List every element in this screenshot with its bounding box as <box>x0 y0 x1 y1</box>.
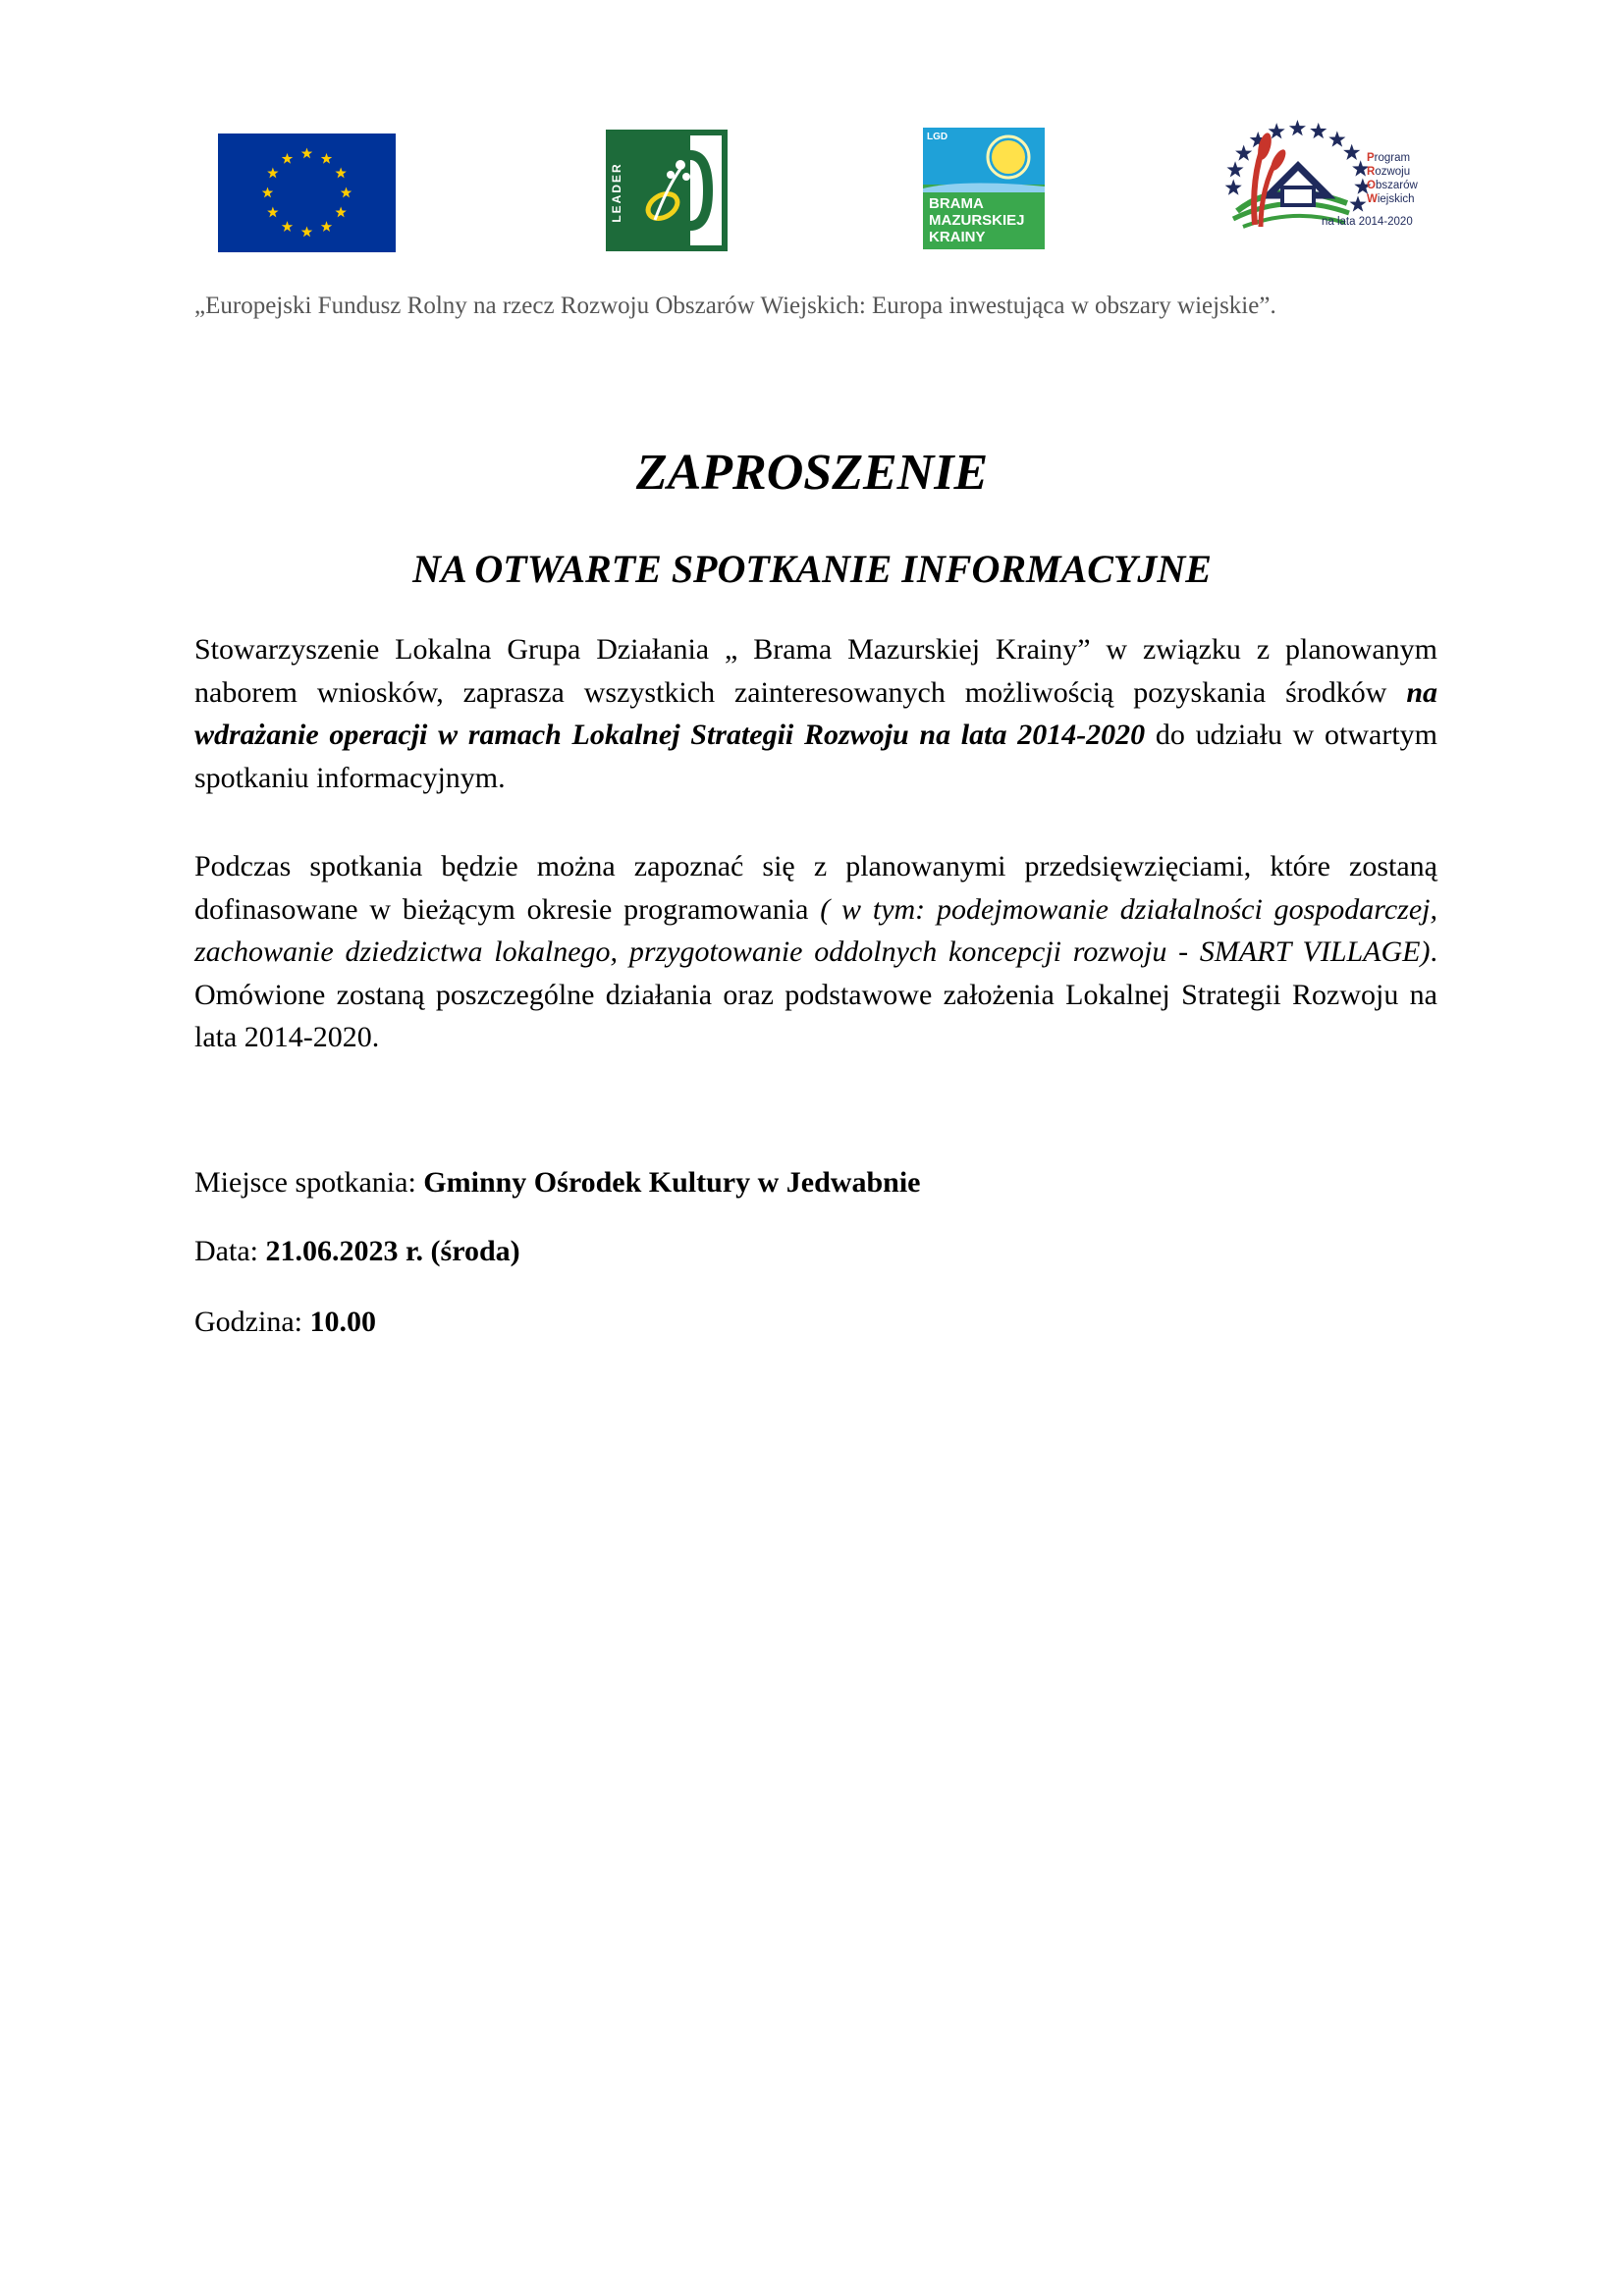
lgd-line3-text: KRAINY <box>929 229 986 245</box>
meeting-place-label: Miejsce spotkania: <box>194 1166 424 1199</box>
prow-cap: W <box>1367 193 1378 205</box>
prow-line <box>1367 151 1418 165</box>
prow-rest: rogram <box>1374 152 1411 164</box>
prow-rest: bszarów <box>1375 180 1418 191</box>
intro-lead: Stowarzyszenie Lokalna Grupa Działania „ Brama Mazurskiej Krainy” w związku z planowanym naborem wniosków, zaprasza wszystkich zainteresowanych możliwością pozyskania środków <box>194 633 1437 709</box>
fund-note: „Europejski Fundusz Rolny na rzecz Rozwoju Obszarów Wiejskich: Europa inwestująca w obszary wiejskie”. <box>194 293 1276 319</box>
intro-tail: do udziału w otwartym spotkaniu informacyjnym. <box>194 719 1437 794</box>
meeting-date <box>194 1235 520 1268</box>
meeting-time <box>194 1306 376 1339</box>
eu-flag-icon <box>218 133 396 252</box>
leader-logo-icon <box>606 130 728 251</box>
prow-star <box>1225 179 1242 194</box>
details-tail: . Omówione zostaną poszczególne działania oraz podstawowe założenia Lokalnej Strategii Rozwoju na lata 2014-2020. <box>194 935 1437 1053</box>
prow-rest: iejskich <box>1377 193 1415 205</box>
page-title: ZAPROSZENIE <box>635 445 989 501</box>
prow-star <box>1226 161 1243 177</box>
lgd-line2-text: MAZURSKIEJ <box>929 212 1025 229</box>
meeting-date-label: Data: <box>194 1235 266 1267</box>
meeting-time-label: Godzina: <box>194 1306 310 1338</box>
prow-star <box>1235 144 1252 160</box>
intro-emphasis: na wdrażanie operacji w ramach Lokalnej Strategii Rozwoju na lata 2014-2020 <box>194 675 1437 751</box>
prow-rest: ozwoju <box>1375 166 1411 178</box>
prow-star <box>1328 131 1345 146</box>
prow-star <box>1289 120 1306 135</box>
details-paragraph <box>194 845 1437 1059</box>
lgd-logo-icon <box>923 128 1045 249</box>
details-lead: Podczas spotkania będzie można zapoznać się z planowanymi przedsięwzięciami, które zostaną dofinasowane w bieżącym okresie programowania <box>194 850 1437 926</box>
prow-star <box>1349 195 1366 211</box>
meeting-date-value: 21.06.2023 r. (środa) <box>265 1235 520 1267</box>
prow-line <box>1367 179 1418 192</box>
leader-logo-text: LEADER <box>610 162 623 223</box>
prow-logo-caption <box>1367 151 1418 206</box>
prow-cap: P <box>1367 152 1375 164</box>
prow-line <box>1367 192 1418 206</box>
prow-years: na lata 2014-2020 <box>1322 216 1413 228</box>
meeting-place-value: Gminny Ośrodek Kultury w Jedwabnie <box>423 1166 921 1199</box>
lgd-line1-text: BRAMA <box>929 195 984 212</box>
lgd-badge-text: LGD <box>927 132 948 142</box>
prow-cap: R <box>1367 166 1376 178</box>
prow-star <box>1343 144 1360 160</box>
details-italic: ( w tym: podejmowanie działalności gospodarczej, zachowanie dziedzictwa lokalnego, przygotowanie oddolnych koncepcji rozwoju - SMART VILLAGE) <box>194 892 1437 968</box>
prow-line <box>1367 165 1418 179</box>
meeting-time-value: 10.00 <box>309 1306 376 1338</box>
page-subtitle: NA OTWARTE SPOTKANIE INFORMACYJNE <box>412 547 1212 591</box>
prow-star <box>1310 123 1326 138</box>
prow-cap: O <box>1367 180 1376 191</box>
meeting-place <box>194 1166 920 1200</box>
intro-paragraph <box>194 628 1437 799</box>
